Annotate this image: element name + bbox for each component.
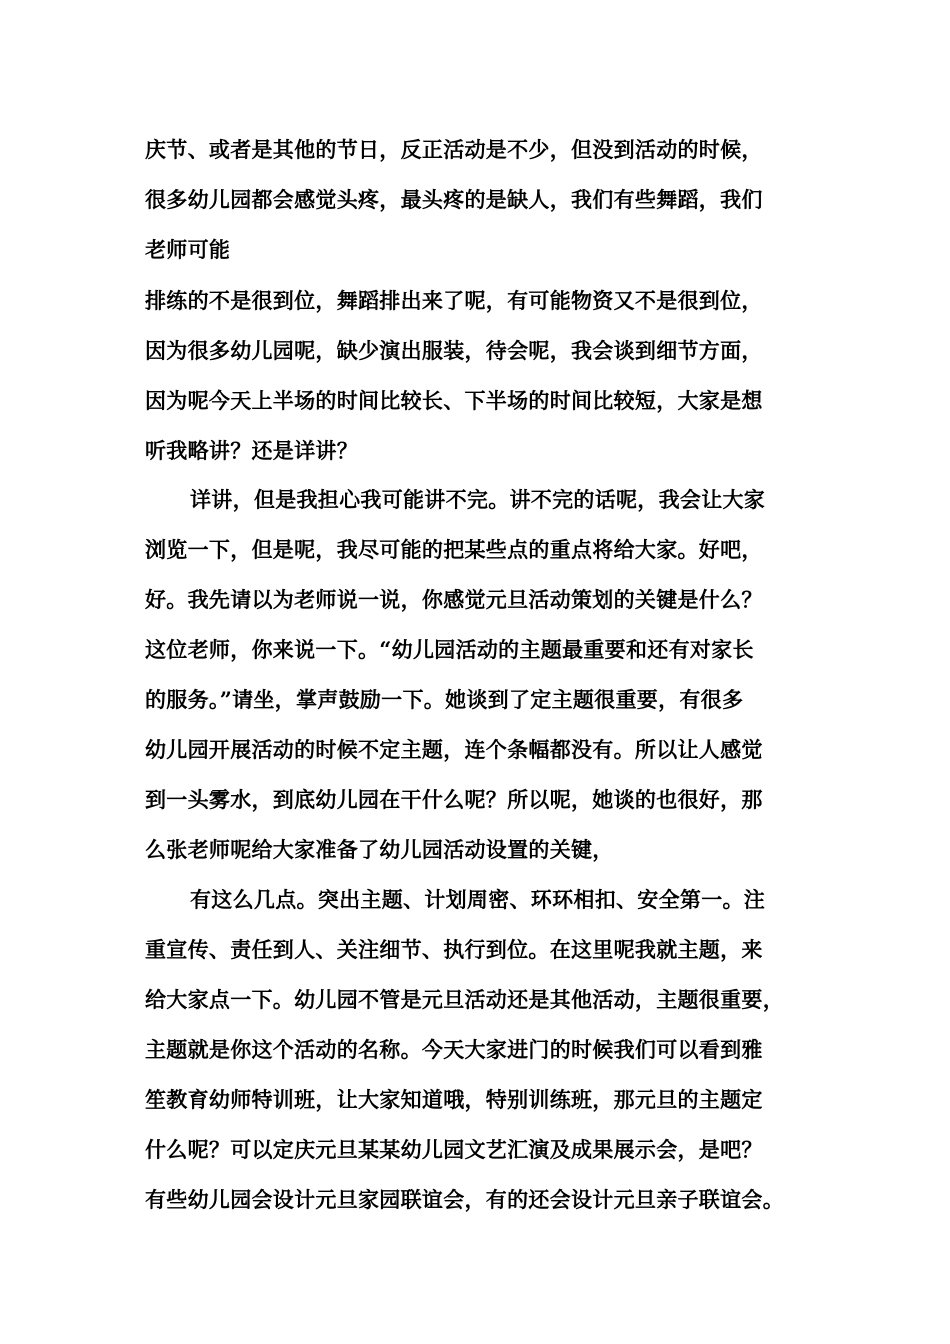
text-line: 主题就是你这个活动的名称。今天大家进门的时候我们可以看到雅 (145, 1037, 763, 1062)
text-line: 好。我先请以为老师说一说，你感觉元旦活动策划的关键是什么？ (145, 587, 763, 612)
text-line: 很多幼儿园都会感觉头疼，最头疼的是缺人，我们有些舞蹈，我们 (145, 187, 763, 212)
text-line: 有些幼儿园会设计元旦家园联谊会，有的还会设计元旦亲子联谊会。 (145, 1187, 784, 1212)
text-line: 幼儿园开展活动的时候不定主题，连个条幅都没有。所以让人感觉 (145, 737, 763, 762)
text-line: 排练的不是很到位，舞蹈排出来了呢，有可能物资又不是很到位， (145, 288, 763, 313)
text-line: 浏览一下，但是呢，我尽可能的把某些点的重点将给大家。好吧， (145, 537, 763, 562)
text-line: 重宣传、责任到人、关注细节、执行到位。在这里呢我就主题，来 (145, 937, 763, 962)
paragraph-first-line: 有这么几点。突出主题、计划周密、环环相扣、安全第一。注 (190, 887, 766, 912)
text-line: 因为呢今天上半场的时间比较长、下半场的时间比较短，大家是想 (145, 388, 763, 413)
text-line: 因为很多幼儿园呢，缺少演出服装，待会呢，我会谈到细节方面， (145, 338, 763, 363)
text-line: 的服务。”请坐，掌声鼓励一下。她谈到了定主题很重要，有很多 (145, 687, 744, 712)
paragraph-first-line: 详讲，但是我担心我可能讲不完。讲不完的话呢，我会让大家 (190, 487, 766, 512)
text-line: 庆节、或者是其他的节日，反正活动是不少，但没到活动的时候， (145, 137, 763, 162)
text-line: 到一头雾水，到底幼儿园在干什么呢？所以呢，她谈的也很好，那 (145, 787, 763, 812)
text-line: 这位老师，你来说一下。“幼儿园活动的主题最重要和还有对家长 (145, 637, 754, 662)
text-line: 老师可能 (145, 237, 231, 262)
text-line: 笙教育幼师特训班，让大家知道哦，特别训练班，那元旦的主题定 (145, 1087, 763, 1112)
text-line: 么张老师呢给大家准备了幼儿园活动设置的关键， (145, 837, 614, 862)
text-line: 听我略讲？还是详讲？ (145, 438, 358, 463)
text-line: 什么呢？可以定庆元旦某某幼儿园文艺汇演及成果展示会，是吧？ (145, 1137, 763, 1162)
text-line: 给大家点一下。幼儿园不管是元旦活动还是其他活动，主题很重要， (145, 987, 784, 1012)
